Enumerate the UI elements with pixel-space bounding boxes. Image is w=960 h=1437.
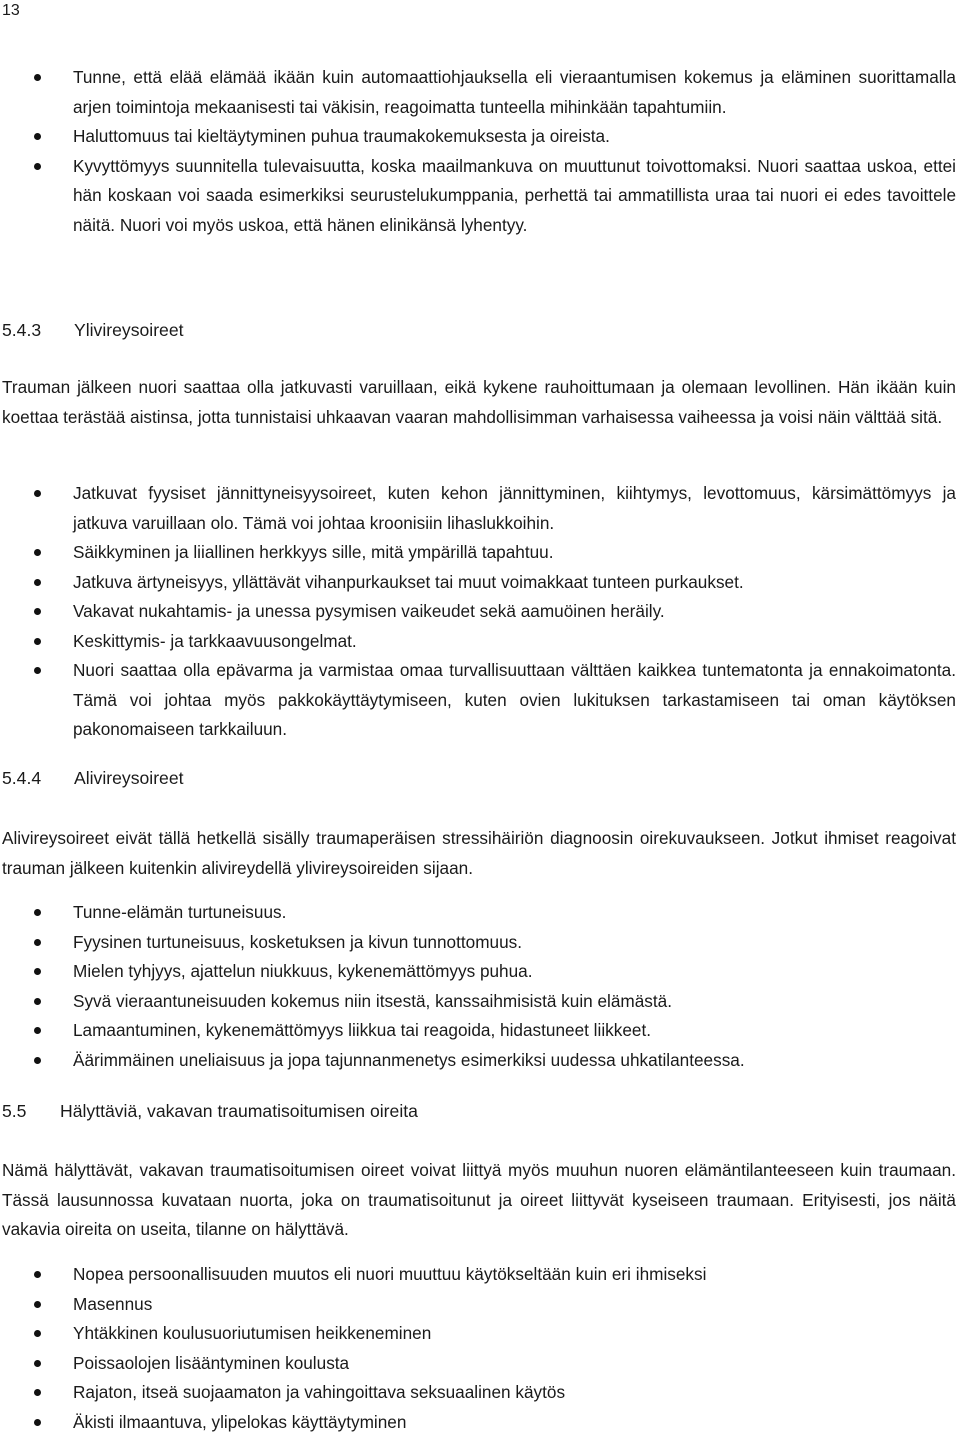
bullet-icon	[34, 968, 41, 975]
list-item-text: Yhtäkkinen koulusuoriutumisen heikkeneminen	[73, 1323, 431, 1343]
section-number: 5.5	[2, 1099, 60, 1123]
section-paragraph-5-4-4	[0, 824, 958, 883]
list-item-text: Tunne-elämän turtuneisuus.	[73, 902, 286, 922]
section-paragraph-5-5	[0, 1156, 958, 1245]
section-number: 5.4.4	[2, 766, 74, 790]
list-item	[0, 1319, 958, 1349]
list-item-text: Haluttomuus tai kieltäytyminen puhua traumakokemuksesta ja oireista.	[73, 126, 610, 146]
symptom-list-hypoarousal	[0, 898, 958, 1075]
list-item-text: Kyvyttömyys suunnitella tulevaisuutta, koska maailmankuva on muuttunut toivottomaksi. Nuori saattaa uskoa, ettei hän koskaan voi saada esimerkiksi seurustelukumppania, perhettä tai ammatillista uraa tai nuori ei edes tavoittele näitä. Nuori voi myös uskoa, että hänen elinikänsä lyhentyy.	[73, 156, 956, 235]
list-item	[0, 928, 958, 958]
list-item	[0, 1290, 958, 1320]
list-item	[0, 987, 958, 1017]
section-heading-5-4-4	[2, 766, 184, 790]
list-item	[0, 1408, 958, 1437]
list-item	[0, 122, 958, 152]
bullet-icon	[34, 1360, 41, 1367]
section-title: Ylivireysoireet	[74, 320, 184, 340]
section-paragraph-5-4-3	[0, 373, 958, 432]
bullet-icon	[34, 909, 41, 916]
list-item-text: Keskittymis- ja tarkkaavuusongelmat.	[73, 631, 357, 651]
list-item-text: Äärimmäinen uneliaisuus ja jopa tajunnanmenetys esimerkiksi uudessa uhkatilanteessa.	[73, 1050, 745, 1070]
list-item	[0, 898, 958, 928]
page-number: 13	[2, 2, 20, 20]
bullet-icon	[34, 1389, 41, 1396]
list-item-text: Nuori saattaa olla epävarma ja varmistaa omaa turvallisuuttaan välttäen kaikkea tuntematonta ja ennakoimatonta. Tämä voi johtaa myös pakkokäyttäytymiseen, kuten ovien lukituksen tarkastamiseen tai oman käytöksen pakonomaiseen tarkkailuun.	[73, 660, 956, 739]
paragraph: Alivireysoireet eivät tällä hetkellä sisälly traumaperäisen stressihäiriön diagnoosin oirekuvaukseen. Jotkut ihmiset reagoivat trauman jälkeen kuitenkin alivireydellä ylivireysoireiden sijaan.	[0, 824, 958, 883]
list-item	[0, 63, 958, 122]
bullet-icon	[34, 1301, 41, 1308]
list-item-text: Syvä vieraantuneisuuden kokemus niin itsestä, kanssaihmisistä kuin elämästä.	[73, 991, 672, 1011]
list-item-text: Säikkyminen ja liiallinen herkkyys sille, mitä ympärillä tapahtuu.	[73, 542, 554, 562]
list-item-text: Nopea persoonallisuuden muutos eli nuori muuttuu käytökseltään kuin eri ihmiseksi	[73, 1264, 706, 1284]
bullet-icon	[34, 1027, 41, 1034]
section-heading-5-5	[2, 1099, 418, 1123]
list-item-text: Fyysinen turtuneisuus, kosketuksen ja kivun tunnottomuus.	[73, 932, 522, 952]
warning-signs-list	[0, 1260, 958, 1437]
list-item-text: Poissaolojen lisääntyminen koulusta	[73, 1353, 349, 1373]
paragraph: Trauman jälkeen nuori saattaa olla jatkuvasti varuillaan, eikä kykene rauhoittumaan ja olemaan levollinen. Hän ikään kuin koettaa terästää aistinsa, jotta tunnistaisi uhkaavan vaaran mahdollisimman varhaisessa vaiheessa ja voisi näin välttää sitä.	[0, 373, 958, 432]
list-item-text: Tunne, että elää elämää ikään kuin automaattiohjauksella eli vieraantumisen kokemus ja eläminen suorittamalla arjen toimintoja mekaanisesti tai väkisin, reagoimatta tunteella mihinkään tapahtumiin.	[73, 67, 956, 117]
paragraph: Nämä hälyttävät, vakavan traumatisoitumisen oireet voivat liittyä myös muuhun nuoren elämäntilanteeseen kuin traumaan. Tässä lausunnossa kuvataan nuorta, joka on traumatisoitunut ja oireet liittyvät kyseiseen traumaan. Erityisesti, jos näitä vakavia oireita on useita, tilanne on hälyttävä.	[0, 1156, 958, 1245]
list-item	[0, 1046, 958, 1076]
list-item	[0, 568, 958, 598]
bullet-icon	[34, 1330, 41, 1337]
list-item-text: Rajaton, itseä suojaamaton ja vahingoittava seksuaalinen käytös	[73, 1382, 565, 1402]
list-item	[0, 1016, 958, 1046]
list-item	[0, 957, 958, 987]
list-item	[0, 597, 958, 627]
list-item-text: Lamaantuminen, kykenemättömyys liikkua tai reagoida, hidastuneet liikkeet.	[73, 1020, 651, 1040]
bullet-icon	[34, 939, 41, 946]
section-heading-5-4-3	[2, 318, 184, 342]
list-item	[0, 1349, 958, 1379]
bullet-icon	[34, 1419, 41, 1426]
list-item	[0, 479, 958, 538]
bullet-icon	[34, 998, 41, 1005]
bullet-icon	[34, 608, 41, 615]
bullet-icon	[34, 579, 41, 586]
bullet-icon	[34, 1271, 41, 1278]
list-item	[0, 538, 958, 568]
list-item	[0, 1260, 958, 1290]
symptom-list-1	[0, 63, 958, 240]
bullet-icon	[34, 133, 41, 140]
list-item-text: Jatkuvat fyysiset jännittyneisyysoireet, kuten kehon jännittyminen, kiihtymys, levottomuus, kärsimättömyys ja jatkuva varuillaan olo. Tämä voi johtaa kroonisiin lihaslukkoihin.	[73, 483, 956, 533]
list-item	[0, 627, 958, 657]
list-item	[0, 656, 958, 745]
list-item-text: Jatkuva ärtyneisyys, yllättävät vihanpurkaukset tai muut voimakkaat tunteen purkaukset.	[73, 572, 744, 592]
bullet-icon	[34, 163, 41, 170]
section-number: 5.4.3	[2, 318, 74, 342]
list-item-text: Äkisti ilmaantuva, ylipelokas käyttäytyminen	[73, 1412, 406, 1432]
bullet-icon	[34, 74, 41, 81]
symptom-list-hyperarousal	[0, 479, 958, 745]
list-item	[0, 152, 958, 241]
list-item-text: Mielen tyhjyys, ajattelun niukkuus, kykenemättömyys puhua.	[73, 961, 533, 981]
section-title: Hälyttäviä, vakavan traumatisoitumisen oireita	[60, 1101, 418, 1121]
section-title: Alivireysoireet	[74, 768, 184, 788]
list-item	[0, 1378, 958, 1408]
bullet-icon	[34, 490, 41, 497]
bullet-icon	[34, 549, 41, 556]
bullet-icon	[34, 1057, 41, 1064]
bullet-icon	[34, 667, 41, 674]
list-item-text: Vakavat nukahtamis- ja unessa pysymisen vaikeudet sekä aamuöinen heräily.	[73, 601, 665, 621]
bullet-icon	[34, 638, 41, 645]
list-item-text: Masennus	[73, 1294, 152, 1314]
